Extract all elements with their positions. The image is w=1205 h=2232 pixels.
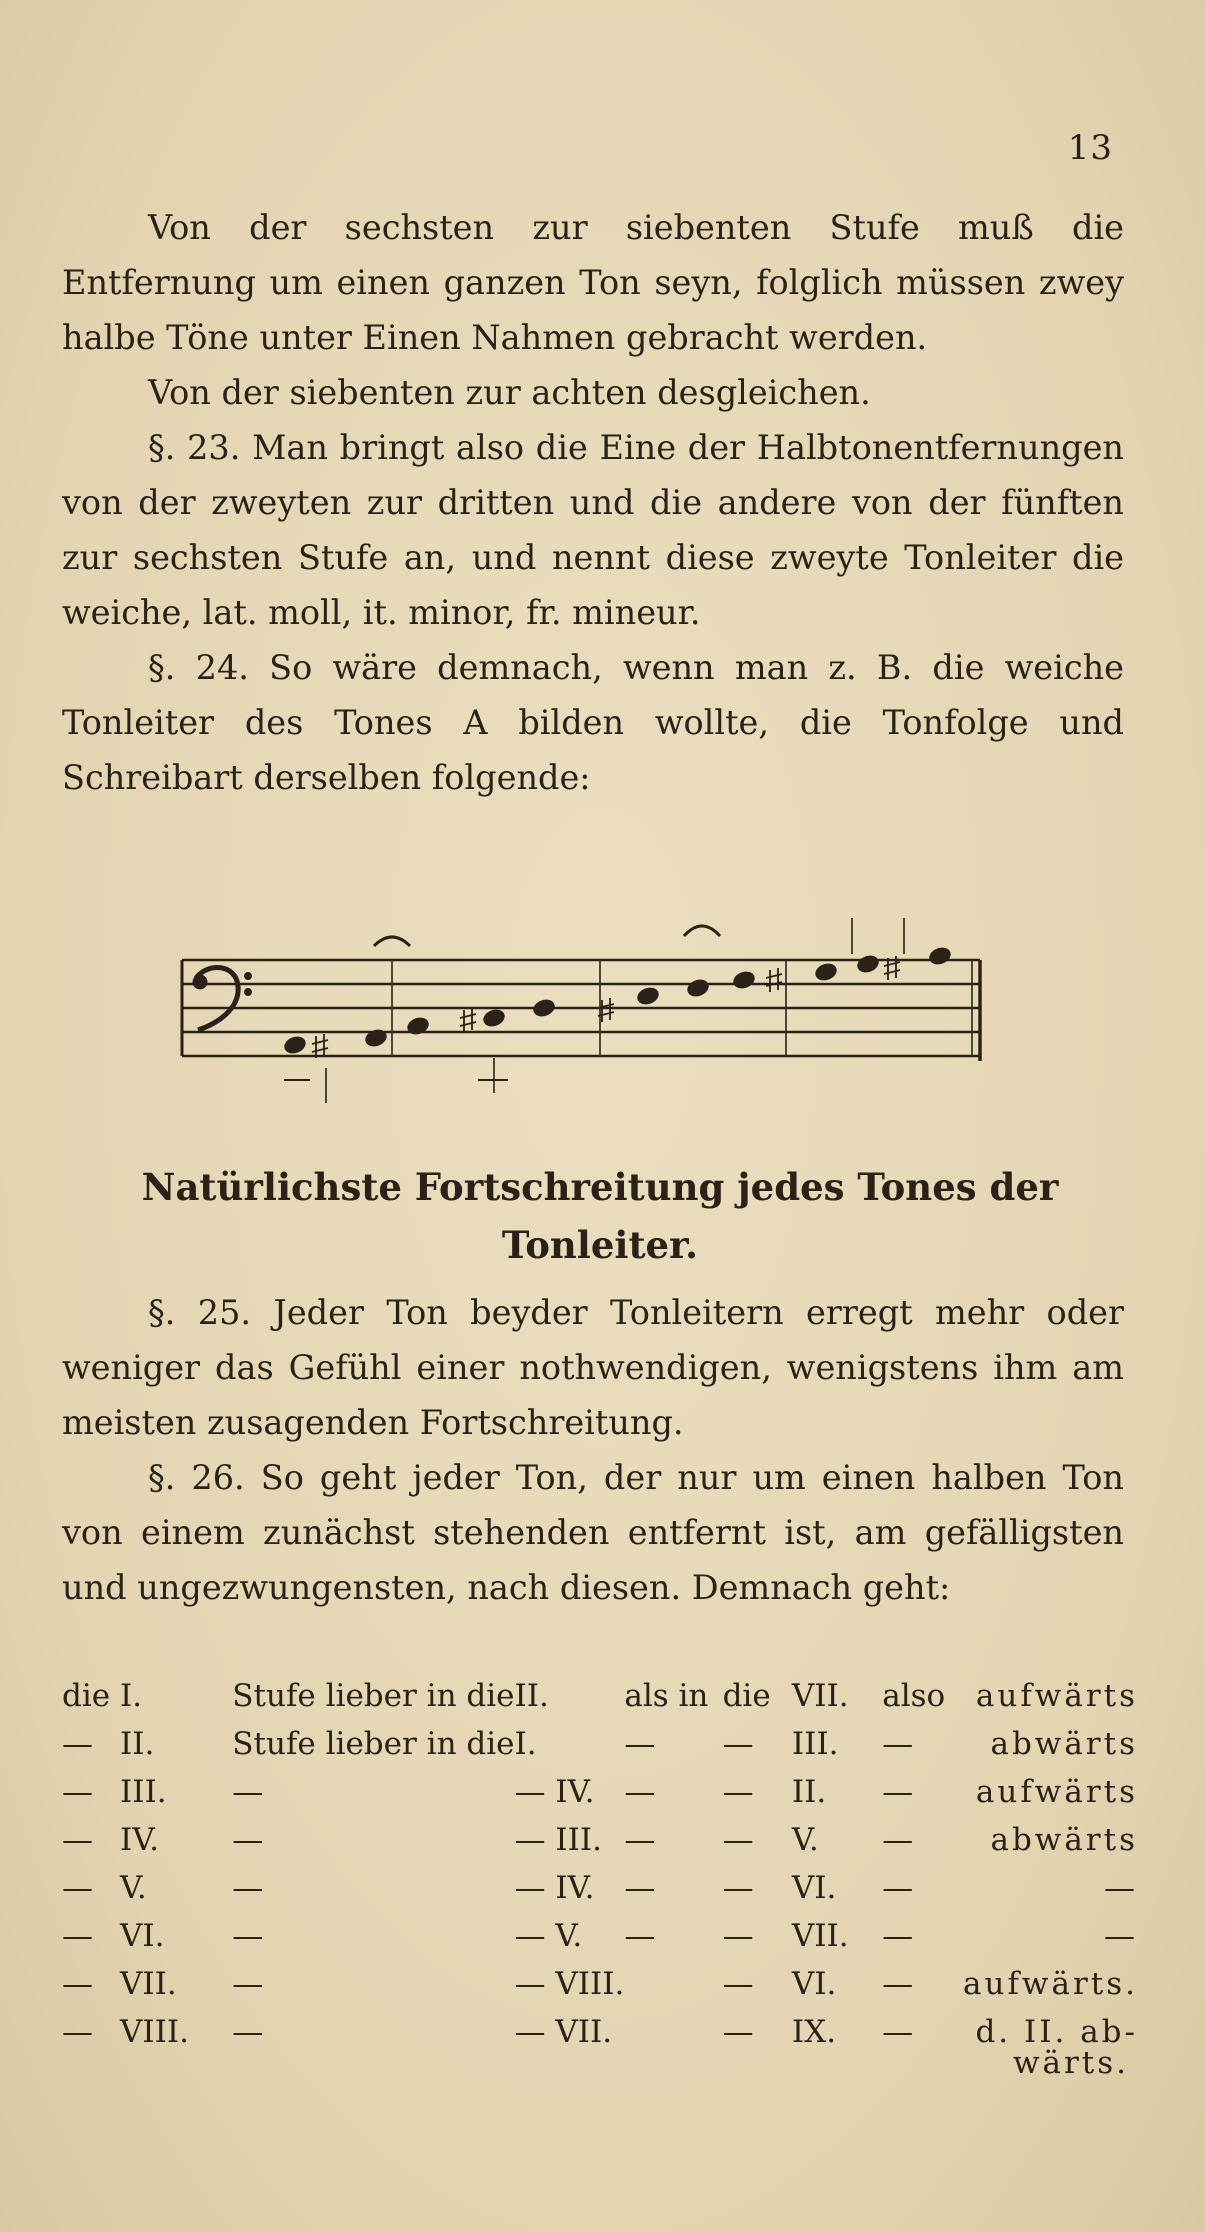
table-cell: VIII.	[119, 2014, 189, 2050]
page-number: 13	[1067, 128, 1113, 168]
table-cell: —	[232, 2014, 264, 2050]
table-row	[62, 1720, 1138, 1768]
table-cell: V.	[119, 1870, 147, 1906]
paragraph-24: §. 24. So wäre demnach, wenn man z. B. die weiche Tonleiter des Tones A bilden wollte, die Tonfolge und Schreibart derselben folgende:	[62, 648, 1124, 797]
table-cell: I.	[119, 1678, 143, 1714]
paragraph-26: §. 26. So geht jeder Ton, der nur um einen halben Ton von einem zunächst stehenden entfernt ist, am gefälligsten und ungezwungensten, nach diesen. Demnach geht:	[62, 1458, 1124, 1607]
table-row	[62, 1912, 1138, 1960]
table-cell: Stufe lieber in die	[232, 1678, 515, 1714]
table-cell: Stufe lieber in die	[232, 1726, 515, 1762]
table-cell: II.	[514, 1678, 549, 1714]
table-cell: VI.	[119, 1918, 165, 1954]
steps-continuation: wärts.	[1012, 2045, 1129, 2081]
table-cell: —	[232, 1918, 264, 1954]
table-cell: —	[1104, 1918, 1138, 1954]
table-cell: II.	[791, 1774, 827, 1810]
table-row	[62, 1864, 1138, 1912]
table-cell: abwärts	[990, 1822, 1138, 1858]
table-cell: —	[232, 1774, 264, 1810]
music-staff-icon	[178, 898, 988, 1113]
table-cell: die	[722, 1678, 771, 1714]
table-cell: —	[722, 1966, 754, 2002]
table-cell: —	[624, 1870, 656, 1906]
table-cell: V.	[791, 1822, 819, 1858]
table-cell: aufwärts	[975, 1774, 1138, 1810]
steps-table	[62, 1672, 1138, 2056]
table-cell: —	[624, 1726, 656, 1762]
table-cell: —	[232, 1870, 264, 1906]
table-cell: als in	[624, 1678, 709, 1714]
table-row	[62, 2008, 1138, 2056]
table-cell: —	[722, 2014, 754, 2050]
table-cell: —	[1104, 1870, 1138, 1906]
table-cell: —	[882, 1870, 914, 1906]
table-cell: —	[722, 1726, 754, 1762]
table-row	[62, 1768, 1138, 1816]
paragraph-sixth-step: Von der sechsten zur siebenten Stufe muß die Entfernung um einen ganzen Ton seyn, folglich müssen zwey halbe Töne unter Einen Nahmen gebracht werden.	[62, 208, 1124, 357]
table-cell: VII.	[791, 1918, 849, 1954]
paragraph-seventh-step: Von der siebenten zur achten desgleichen.	[148, 373, 871, 412]
table-row	[62, 1816, 1138, 1864]
table-cell: —	[624, 1774, 656, 1810]
text-block-bottom	[62, 1285, 1124, 1615]
table-cell: —	[62, 1774, 93, 1810]
text-block-top	[62, 200, 1124, 805]
table-cell: III.	[791, 1726, 839, 1762]
table-cell: VI.	[791, 1966, 837, 2002]
table-cell: aufwärts	[975, 1678, 1138, 1714]
table-cell: — III.	[514, 1822, 602, 1858]
table-cell: —	[232, 1966, 264, 2002]
paragraph-25: §. 25. Jeder Ton beyder Tonleitern erregt mehr oder weniger das Gefühl einer nothwendigen, wenigstens ihm am meisten zusagenden Fortschreitung.	[62, 1293, 1124, 1442]
table-cell: II.	[119, 1726, 155, 1762]
table-cell: —	[624, 1918, 656, 1954]
table-cell: die	[62, 1678, 111, 1714]
table-cell: — IV.	[514, 1774, 595, 1810]
table-row	[62, 1960, 1138, 2008]
paragraph-23: §. 23. Man bringt also die Eine der Halbtonentfernungen von der zweyten zur dritten und die andere von der fünften zur sechsten Stufe an, und nennt diese zweyte Tonleiter die weiche, lat. moll, it. minor, fr. mineur.	[62, 428, 1124, 632]
table-cell: —	[62, 1870, 93, 1906]
table-cell: d. II. ab-	[975, 2014, 1138, 2050]
table-cell: —	[722, 1822, 754, 1858]
table-cell: also	[882, 1678, 946, 1714]
table-cell: VII.	[791, 1678, 849, 1714]
table-cell: — V.	[514, 1918, 583, 1954]
table-cell: —	[62, 1918, 93, 1954]
table-cell: —	[882, 1822, 914, 1858]
table-cell: aufwärts.	[963, 1966, 1138, 2002]
table-cell: —	[722, 1774, 754, 1810]
table-cell: —	[722, 1870, 754, 1906]
table-cell: III.	[119, 1774, 167, 1810]
table-cell: —	[722, 1918, 754, 1954]
table-cell: — IV.	[514, 1870, 595, 1906]
table-cell: —	[882, 1774, 914, 1810]
table-cell: —	[232, 1822, 264, 1858]
table-cell: IX.	[791, 2014, 837, 2050]
table-cell: —	[882, 1726, 914, 1762]
table-cell: VII.	[119, 1966, 177, 2002]
table-cell: — VII.	[514, 2014, 613, 2050]
table-cell: IV.	[119, 1822, 160, 1858]
table-cell: —	[882, 2014, 914, 2050]
table-cell: —	[62, 1822, 93, 1858]
table-cell: —	[62, 1966, 93, 2002]
section-heading: Natürlichste Fortschreitung jedes Tones der Tonleiter.	[141, 1165, 1059, 1267]
table-cell: — VIII.	[514, 1966, 625, 2002]
table-cell: —	[62, 1726, 93, 1762]
table-cell	[624, 1960, 722, 2008]
table-cell: abwärts	[990, 1726, 1138, 1762]
table-cell: —	[624, 1822, 656, 1858]
table-cell: —	[62, 2014, 93, 2050]
table-cell: —	[882, 1966, 914, 2002]
table-cell: I.	[514, 1726, 537, 1762]
table-cell: —	[882, 1918, 914, 1954]
table-cell	[624, 2008, 722, 2056]
table-cell: VI.	[791, 1870, 837, 1906]
table-row	[62, 1672, 1138, 1720]
